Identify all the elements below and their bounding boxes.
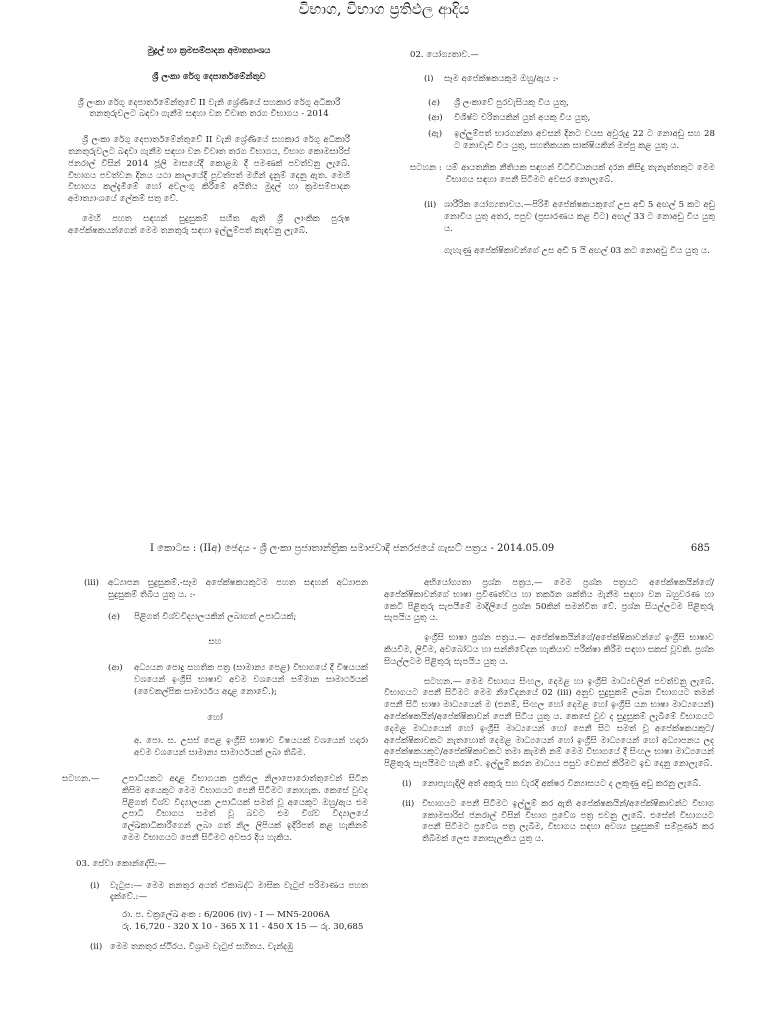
item-text: වැටුප:— මෙම තනතුර අයත් ඒකාබද්ධ මාසික වැටුප් පරිමාණය පහත දැක්වේ.:—: [110, 880, 368, 903]
page-number: 685: [690, 543, 710, 554]
subitem-text: අධ්‍යයන පොදු සහතික පත්‍ර (සාමාන්‍ය පෙළ) විභාගයේ දී විෂයයක් වශයෙන් ඉංග්‍රීසි භාෂාව අවම වශයෙන් සම්මාන සාමාර්ථයක් (වෛකල්පික සාමාර්ථය අදාළ නොවේ.);: [134, 663, 368, 697]
item-text: මෙම තනතුර ස්ථිරය. විශ්‍රාම වැටුප් සහිතය. වැන්දඹු: [110, 941, 294, 952]
subitem: [428, 98, 715, 110]
eligibility-note: [410, 163, 715, 187]
qualifications-note: [62, 774, 368, 845]
permanency-item: [62, 942, 368, 954]
subitem-marker: (ආ): [428, 113, 443, 124]
subitem-text: පිළිගත් විශ්වවිද්‍යාලයකින් ලබාගත් උපාධියක්;: [134, 611, 297, 622]
running-header-title: I කොටස : (IIඅ) ඡෙදය - ශ්‍රී ලංකා ප්‍රජාතාන්ත්‍රික සමාජවාදී ජනරජයේ ගැසට් පත්‍රය - 2014.05.09: [150, 543, 555, 554]
rule-item: [384, 779, 714, 791]
subitem-marker: (ආ): [108, 663, 123, 674]
item-text: ශාරීරික යෝග්‍යතාවය.—පිරිමි අපේක්ෂකයකුගේ උස අඩි 5 අඟල් 5 කට අඩු නොවිය යුතු අතර, පපුව (ප්‍රසාරණය කළ විට) අඟල් 33 ට නොඅඩු විය යුතු ය.: [444, 200, 715, 234]
salary-item: [62, 881, 368, 905]
item-number: (ii): [90, 941, 103, 952]
aptitude-paper: අභියෝග්‍යතා ප්‍රශ්න පත්‍රය.— මෙම ප්‍රශ්න පත්‍රයට අපේක්ෂකයින්ගේ/අපේක්ෂිකාවන්ගේ භාෂා ප්‍රවීණත්වය හා තර්කන ශක්තිය මැනීම සඳහා වන බහුවරණ හා කෙටි පිළිතුරු සැපයීමේ මාදිලියේ ප්‍රශ්න 50කින් සමන්විත වේ. ප්‍රශ්න සියල්ලටම පිළිතුරු සැපයිය යුතු ය.: [384, 578, 714, 624]
upper-right-column: [410, 50, 715, 258]
salary-scale: රු. 16,720 - 320 X 10 - 365 X 11 - 450 X 15 — රු. 30,685: [122, 921, 364, 932]
english-paper: ඉංග්‍රීසි භාෂා ප්‍රශ්න පත්‍රය.— අපේක්ෂකයින්ගේ/අපේක්ෂිකාවන්ගේ ඉංග්‍රීසි භාෂාව කියවීම, ලිවීම, අවබෝධය හා සන්නිවේදන හැකියාව පරීක්ෂා කිරීම සඳහා සකස් වූවකි. ප්‍රශ්න සියල්ලටම පිළිතුරු සැපයිය යුතු ය.: [384, 633, 714, 667]
eligibility-heading: 02. යෝග්‍යතාව.—: [410, 50, 479, 60]
note-label: සටහන :: [410, 162, 442, 173]
item-number: (i): [90, 880, 100, 891]
qualifications-item: [62, 578, 368, 602]
exam-title: ශ්‍රී ලංකා රේගු දෙපාර්තමේන්තුවේ II වැනි ශ්‍රේණියේ සහකාර රේගු අධිකාරී තනතුරුවලට බඳවා ගැනීම සඳහා වන විවෘත තරග විභාගය - 2014: [77, 97, 341, 120]
rule-item: [384, 799, 714, 846]
top-header: විභාග, විභාග ප්‍රතිඵල ආදිය: [298, 0, 470, 18]
qualification-b: [62, 663, 368, 698]
item-number: (iii): [84, 578, 99, 588]
running-header: [150, 543, 710, 554]
note-text: උපාධියකට අදාළ විභාගයක ප්‍රතිඵල නිලාපොරොත්තුවෙන් සිටින කිසිම අයෙකුට මෙම විභාගයට පෙනී සිටීමට නොහැක. කෙසේ වුවද පිළිගත් විශ්ව විද්‍යාලයක උපාධියක් සමත් වූ අයෙකුට ඔහු/ඇය එම උපාධි විභාගය සමත් වූ බවට එම විශ්ව විද්‍යාලයේ ලේඛකාධිකාරීගෙන් ලබා ගත් නිල ලිපියක් ඉදිරිපත් කළ හැකිනම් මෙම විභාගයට පෙනී සිටීමට අවසර දිය හැකිය.: [122, 773, 368, 843]
and-connector: සහ: [208, 637, 222, 648]
eligibility-item-i: [410, 74, 715, 86]
note-text: යම් ආයතනික නීතියක සඳහන් විධිවිධානයක් දරන කිසිදු තැනැත්තකුට මෙම විභාගය සඳහා පෙනී සිටීමට අවසර නොලැබේ.: [445, 162, 715, 185]
lower-right-column: [384, 578, 714, 850]
eligibility-subitems: [410, 98, 715, 153]
medium-note: සටහන.— මෙම විභාගය සිංහල, දෙමළ හා ඉංග්‍රීසි මාධ්‍යවලින් පවත්වනු ලැබේ. විභාගයට පෙනී සිටීමට මෙම නිවේදනයේ 02 (iii) අනුව සුදුසුකම් ලබන විභාගයට තමන් පෙනී සිටි භාෂා මාධ්‍යයෙන් ම (එනම්, සිංහල හෝ දෙමළ හෝ ඉංග්‍රීසි යන භාෂා මාධ්‍යයෙන්) අපේක්ෂකයින්/අපේක්ෂිකාවන් පෙනී සිටිය යුතු ය. කෙසේ වුව ද සුදුසුකම් ලැබීමේ විභාගයට දෙමළ මාධ්‍යයෙන් හෝ ඉංග්‍රීසි මාධ්‍යයෙන් හෝ පෙනී සිට සමත් වූ අපේක්ෂකයකුට/අපේක්ෂිකාවකට නැතහොත් දෙමළ මාධ්‍යයෙන් හෝ ඉංග්‍රීසි මාධ්‍යයෙන් හෝ අධ්‍යාපනය ලද අපේක්ෂකයකුට/අපේක්ෂිකාවකට තමා කැමති නම් මෙම විභාගයේ දී සිංහල භාෂා මාධ්‍යයෙන් පිළිතුරු සැපයීමට හැකි වේ. ඉල්ලුම් කරන මාධ්‍යය පසුව වෙනස් කිරීමට ඉඩ දෙනු නොලැබේ.: [384, 676, 714, 770]
subitem-marker: (අ): [428, 97, 440, 108]
item-number: (i): [402, 778, 412, 789]
item-number: (i): [424, 73, 434, 84]
eligibility-item-ii: [410, 200, 715, 235]
item-text: නොපැහැදිලි අත් අකුරු සහ වැරදි අක්ෂර වින්‍යාසයට ද ලකුණු අඩු කරනු ලැබේ.: [422, 778, 702, 789]
circular-reference: රා. ප. චක්‍රලේඛ අංක : 6/2006 (iv) - I — MN5-2006A: [122, 910, 330, 921]
item-text: සෑම අපේක්ෂකයකුම ඔහු/ඇය :-: [444, 73, 559, 84]
intro-paragraph: ශ්‍රී ලංකා රේගු දෙපාර්තමේන්තුවේ II වැනි ශ්‍රේණියේ සහකාර රේගු අධිකාරී තනතුරුවලට බඳවා ගැනීම සඳහා වන විවෘත තරග විභාගය, විභාග කොමසාරිස් ජනරාල් විසින් 2014 ජූලි මාසයේදී කොළඹ දී පමණක් පවත්වනු ලැබේ. විභාගය පවත්වන දිනය යථා කාලයේදී පුවත්පත් මගින් දැනුම් දෙනු ඇත. මෙහි විභාගය කල්දැමීමේ හෝ අවලංගු කිරීමේ අයිතිය මුදල් හා ක්‍රමසම්පාදන අමාත්‍යාංශයේ ලේකම් සතු වේ.: [68, 135, 350, 205]
or-connector: හෝ: [207, 712, 223, 723]
department-heading: ශ්‍රී ලංකා රේගු දෙපාර්තමේන්තුව: [152, 71, 266, 82]
subitem: [428, 113, 715, 125]
subitem-marker: (ඇ): [428, 129, 443, 140]
note-label: සටහන.—: [62, 773, 100, 784]
subitem-text: ශ්‍රී ලංකාවේ පුරවැසියකු විය යුතු,: [454, 97, 569, 108]
qualification-c: අ. පො. ස. උසස් පෙළ ඉංග්‍රීසි භාෂාව විෂයයක් වශයෙන් හදාරා අවම වශයෙන් සාමාන්‍ය සාමාර්ථයක් ලබා තිබීම.: [134, 736, 368, 759]
item-text: අධ්‍යාපන සුදුසුකම්.-සෑම අපේක්ෂකයකුටම පහත සඳහන් අධ්‍යාපන සුදුසුකම් තිබිය යුතු ය. :-: [108, 578, 368, 600]
physical-note: ගැහැණු අපේක්ෂිකාවන්ගේ උස අඩි 5 යි අඟල් 03 කට නොඅඩු විය යුතු ය.: [444, 245, 710, 256]
item-number: (ii): [402, 798, 415, 809]
subitem: [428, 129, 715, 153]
service-conditions-heading: 03. සේවා කොන්දේසි:—: [76, 858, 167, 869]
item-text: විභාගයට පෙනී සිටීමට ඉල්ලුම් කර ඇති අපේක්ෂකයින්/අපේක්ෂිකාවන්ට විභාග කොමසාරිස් ජනරාල් විසින් විභාග ප්‍රවේශ පත්‍ර එවනු ලැබේ. එසේත් විභාගයට පෙනී සිටීමට ප්‍රවේශ පත්‍ර ලැබීම, විභාගය සඳහා අවශ්‍ය සුදුසුකම් සම්පූර්ණ කර තිබීමක් ලෙස නොසැලකිය යුතු ය.: [422, 798, 714, 845]
ministry-heading: මුද්‍රල් හා ක්‍රමසම්පාදන අමාත්‍යාංශය: [147, 46, 271, 56]
item-number: (ii): [424, 200, 437, 211]
invitation-paragraph: මෙහි පහත සඳහන් සුදුසුකම් සහිත ඇති ශ්‍රී ලාංකික පුරුෂ අපේක්ෂකයන්ගෙන් මෙම තනතුරු සඳහා ඉල්ලුම්පත් කැඳවනු ලැබේ.: [68, 213, 350, 236]
lower-left-column: [62, 578, 368, 958]
subitem-text: විශිෂ්ට චරිතයකින් යුත් අයකු විය යුතු,: [454, 113, 591, 124]
upper-left-column: [68, 40, 350, 246]
subitem-text: ඉල්ලුම්පත් භාරගන්නා අවසන් දිනට වයස අවුරුදු 22 ට නොඅඩු සහ 28 ට නොවැඩි විය යුතු, සහතිකයක සාක්ෂියකින් ඔප්පු කළ යුතු ය.: [454, 129, 715, 151]
qualification-a: [62, 612, 368, 624]
subitem-marker: (අ): [108, 611, 120, 622]
